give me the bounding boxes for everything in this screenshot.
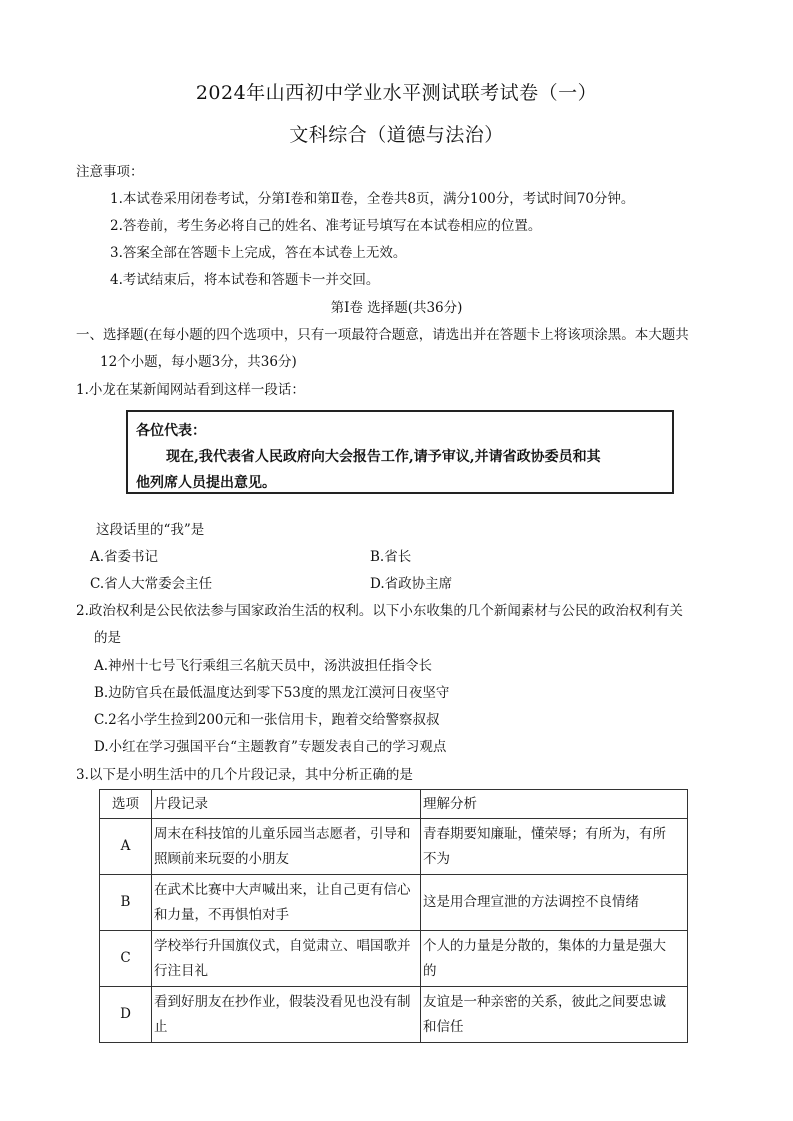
- row-analysis-line: 友谊是一种亲密的关系，彼此之间要忠诚: [423, 993, 666, 1010]
- row-record-line: 周末在科技馆的儿童乐园当志愿者，引导和: [154, 825, 411, 842]
- table-header-option: 选项: [100, 790, 152, 819]
- row-option-label: B: [100, 875, 152, 931]
- question-2-stem-cont: 的是: [94, 630, 121, 646]
- row-option-label: C: [100, 931, 152, 987]
- row-record-line: 学校举行升国旗仪式，自觉肃立、唱国歌并: [154, 937, 411, 954]
- question-3-stem: 3.以下是小明生活中的几个片段记录，其中分析正确的是: [76, 767, 413, 783]
- note-item: 1.本试卷采用闭卷考试，分第Ⅰ卷和第Ⅱ卷，全卷共8页，满分100分，考试时间70分钟。: [110, 191, 635, 207]
- table-row[interactable]: [100, 987, 688, 1043]
- row-analysis: [421, 819, 688, 875]
- row-record: [152, 819, 421, 875]
- table-header-analysis: 理解分析: [421, 790, 688, 819]
- table-header-row: [100, 790, 688, 819]
- question-1-prompt: 这段话里的“我”是: [96, 522, 205, 538]
- q2-option-b[interactable]: B.边防官兵在最低温度达到零下53度的黑龙江漠河日夜坚守: [94, 685, 450, 701]
- row-analysis-line: 青春期要知廉耻，懂荣辱；有所为，有所: [423, 825, 666, 842]
- row-record: [152, 987, 421, 1043]
- row-record-line: 看到好朋友在抄作业，假装没看见也没有制: [154, 993, 411, 1010]
- question-1-stem: 1.小龙在某新闻网站看到这样一段话：: [76, 382, 305, 398]
- row-analysis: [421, 931, 688, 987]
- table-row[interactable]: [100, 931, 688, 987]
- section-instructions-cont: 12个小题，每小题3分，共36分): [100, 354, 297, 370]
- note-item: 3.答案全部在答题卡上完成，答在本试卷上无效。: [110, 245, 407, 261]
- row-record-line: 行注目礼: [154, 962, 208, 979]
- row-record: [152, 875, 421, 931]
- row-record: [152, 931, 421, 987]
- question-3-table: [99, 789, 688, 1043]
- note-item: 4.考试结束后，将本试卷和答题卡一并交回。: [110, 272, 380, 288]
- q2-option-d[interactable]: D.小红在学习强国平台“主题教育”专题发表自己的学习观点: [94, 739, 447, 755]
- row-analysis-line: 的: [423, 962, 437, 979]
- row-record-line: 和力量，不再惧怕对手: [154, 906, 289, 923]
- q1-option-b[interactable]: B.省长: [370, 549, 412, 565]
- q1-option-a[interactable]: A.省委书记: [90, 549, 159, 565]
- exam-title: 2024年山西初中学业水平测试联考试卷（一）: [195, 82, 598, 104]
- notes-heading: 注意事项：: [76, 164, 144, 180]
- question-2-stem: 2.政治权利是公民依法参与国家政治生活的权利。以下小东收集的几个新闻素材与公民的政治权利有关: [76, 603, 683, 619]
- quote-box-heading: 各位代表：: [136, 423, 206, 439]
- q1-option-c[interactable]: C.省人大常委会主任: [90, 576, 213, 592]
- row-analysis-line: 和信任: [423, 1018, 464, 1035]
- q2-option-c[interactable]: C.2名小学生捡到200元和一张信用卡，跑着交给警察叔叔: [94, 712, 440, 728]
- note-item: 2.答卷前，考生务必将自己的姓名、准考证号填写在本试卷相应的位置。: [110, 218, 542, 234]
- q1-option-d[interactable]: D.省政协主席: [370, 576, 453, 592]
- row-analysis-line: 这是用合理宣泄的方法调控不良情绪: [423, 894, 639, 910]
- q2-option-a[interactable]: A.神州十七号飞行乘组三名航天员中，汤洪波担任指令长: [94, 658, 433, 674]
- table-header-record: 片段记录: [152, 790, 421, 819]
- row-analysis-line: 个人的力量是分散的，集体的力量是强大: [423, 937, 666, 954]
- row-analysis: [421, 875, 688, 931]
- exam-subtitle: 文科综合（道德与法治）: [289, 124, 504, 146]
- section-instructions: 一、选择题(在每小题的四个选项中，只有一项最符合题意，请选出并在答题卡上将该项涂黑。本大题共: [76, 327, 689, 343]
- table-row[interactable]: [100, 875, 688, 931]
- table-row[interactable]: [100, 819, 688, 875]
- row-record-line: 在武术比赛中大声喊出来，让自己更有信心: [154, 881, 411, 898]
- row-analysis-line: 不为: [423, 850, 450, 867]
- row-record-line: 止: [154, 1018, 168, 1035]
- section-title: 第Ⅰ卷 选择题(共36分): [330, 300, 463, 316]
- row-option-label: A: [100, 819, 152, 875]
- row-option-label: D: [100, 987, 152, 1043]
- quote-box-line: 他列席人员提出意见。: [136, 475, 276, 491]
- row-record-line: 照顾前来玩耍的小朋友: [154, 850, 289, 867]
- quote-box-line: 现在,我代表省人民政府向大会报告工作,请予审议,并请省政协委员和其: [166, 449, 601, 465]
- row-analysis: [421, 987, 688, 1043]
- quote-box: [126, 410, 674, 494]
